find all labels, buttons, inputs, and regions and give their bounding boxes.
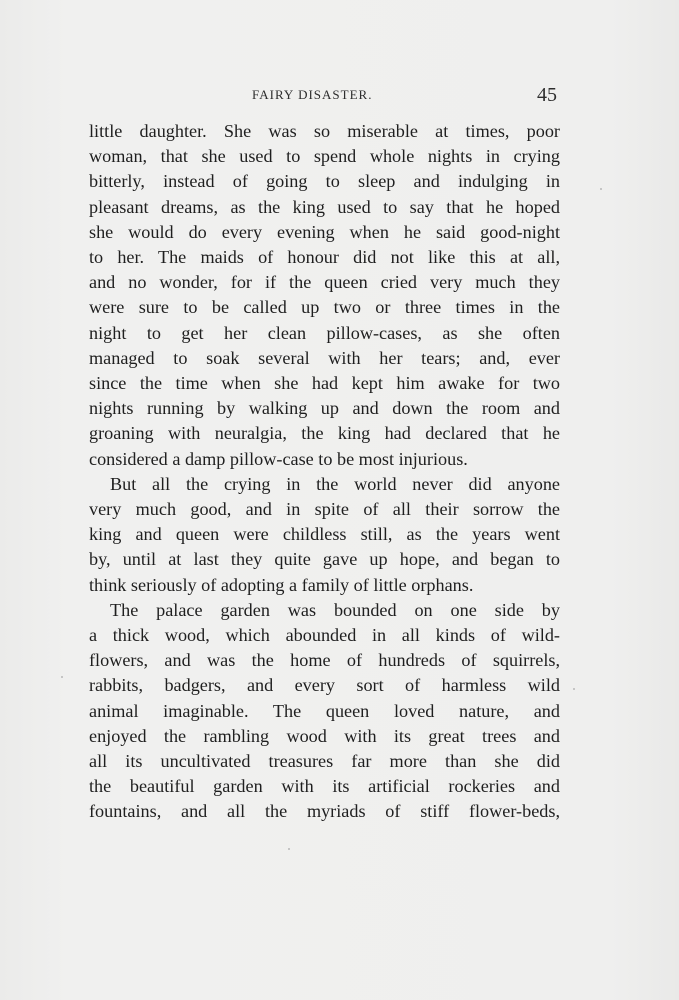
text-line: since the time when she had kept him awake for two — [89, 373, 560, 394]
text-line: very much good, and in spite of all their sorrow the — [89, 499, 560, 520]
paragraph-3 — [89, 598, 560, 825]
text-line: she would do every evening when he said good-night — [89, 221, 560, 242]
text-line: enjoyed the rambling wood with its great trees and — [89, 725, 560, 746]
text-line: pleasant dreams, as the king used to say that he hoped — [89, 196, 560, 217]
text-line: considered a damp pillow-case to be most injurious. — [89, 448, 468, 469]
text-line: But all the crying in the world never did anyone — [110, 473, 560, 494]
text-line: groaning with neuralgia, the king had declared that he — [89, 423, 560, 444]
text-line: woman, that she used to spend whole nights in crying — [89, 146, 560, 167]
text-line: bitterly, instead of going to sleep and indulging in — [89, 171, 560, 192]
text-line: to her. The maids of honour did not like this at all, — [89, 247, 560, 268]
text-line: all its uncultivated treasures far more than she did — [89, 751, 560, 772]
text-line: were sure to be called up two or three times in the — [89, 297, 560, 318]
paper-speck — [600, 188, 602, 190]
text-line: the beautiful garden with its artificial rockeries and — [89, 776, 560, 797]
text-line: little daughter. She was so miserable at times, poor — [89, 121, 560, 141]
text-line: king and queen were childless still, as the years went — [89, 524, 560, 545]
paper-speck — [61, 676, 63, 678]
text-line: by, until at last they quite gave up hope, and began to — [89, 549, 560, 570]
text-line: and no wonder, for if the queen cried very much they — [89, 272, 560, 293]
text-line: flowers, and was the home of hundreds of squirrels, — [89, 650, 560, 671]
text-line: a thick wood, which abounded in all kinds of wild- — [89, 625, 560, 646]
text-line: animal imaginable. The queen loved nature, and — [89, 700, 560, 721]
paper-speck — [288, 848, 290, 850]
page-number: 45 — [537, 84, 557, 106]
body-text — [89, 119, 560, 825]
paper-speck — [573, 688, 575, 690]
text-line: night to get her clean pillow-cases, as she often — [89, 322, 560, 343]
text-line: think seriously of adopting a family of little orphans. — [89, 574, 474, 595]
text-line: nights running by walking up and down the room and — [89, 398, 560, 419]
paragraph-1 — [89, 119, 560, 472]
text-line: The palace garden was bounded on one side by — [110, 599, 560, 620]
running-head: FAIRY DISASTER. — [252, 87, 373, 102]
text-line: rabbits, badgers, and every sort of harmless wild — [89, 675, 560, 696]
paragraph-2 — [89, 472, 560, 598]
text-line: fountains, and all the myriads of stiff flower-beds, — [89, 801, 560, 822]
text-line: managed to soak several with her tears; and, ever — [89, 347, 560, 368]
